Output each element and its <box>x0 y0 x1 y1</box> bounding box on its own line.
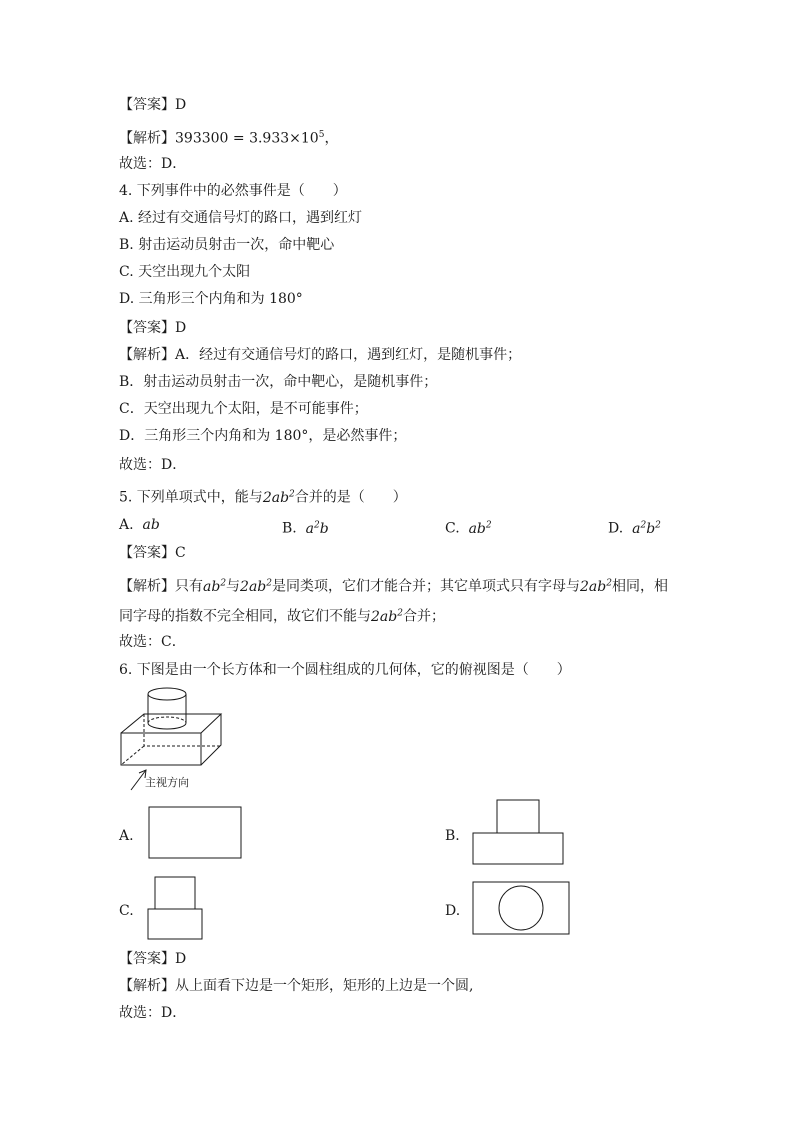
q3-answer: D <box>175 97 187 113</box>
q5-solution-line-2: 同字母的指数不完全相同，故它们不能与$2ab^2$合并； <box>119 608 445 625</box>
q5-answer: C <box>175 545 186 561</box>
q6-stem: 6. 下图是由一个长方体和一个圆柱组成的几何体，它的俯视图是（ ） <box>119 662 571 678</box>
solution-label: 【解析】 <box>119 978 175 994</box>
q3-conclusion: 故选：D． <box>119 156 187 172</box>
q4-conclusion: 故选：D． <box>119 457 187 473</box>
q6-answer-line <box>119 949 186 969</box>
q4-solution-line-3: C．天空出现九个太阳，是不可能事件； <box>119 401 368 417</box>
q3-answer-line <box>119 95 186 115</box>
q4-solution-line-4: D．三角形三个内角和为 180°，是必然事件； <box>119 428 407 444</box>
q5-option-b: B. $a^2b$ <box>282 520 329 537</box>
answer-label: 【答案】 <box>119 320 175 336</box>
q3-solution-line <box>119 125 338 149</box>
q4-stem: 4. 下列事件中的必然事件是（ ） <box>119 183 347 199</box>
q5-conclusion: 故选：C． <box>119 634 186 650</box>
q5-stem: 5. 下列单项式中，能与$2ab^2$合并的是（ ） <box>119 489 407 506</box>
q5-option-c: C. $ab^2$ <box>445 520 492 537</box>
math-2ab2: $2ab^2$ <box>262 489 295 506</box>
q6-answer: D <box>175 951 187 967</box>
q6-option-a-figure <box>148 806 244 860</box>
q5-option-a: A. ab <box>119 517 160 533</box>
q3-solution-exponent: 5 <box>318 130 325 140</box>
q4-option-c: C. 天空出现九个太阳 <box>119 264 251 280</box>
q4-answer: D <box>175 320 187 336</box>
q4-solution-line-1: 【解析】A．经过有交通信号灯的路口，遇到红灯，是随机事件； <box>119 347 522 363</box>
q3-solution-tail: ， <box>324 130 339 147</box>
q6-option-d-label: D. <box>445 903 461 919</box>
answer-label: 【答案】 <box>119 951 175 967</box>
answer-label: 【答案】 <box>119 97 175 113</box>
q5-answer-line <box>119 543 186 563</box>
q4-option-a: A. 经过有交通信号灯的路口，遇到红灯 <box>119 210 363 226</box>
q6-option-c-label: C. <box>119 903 134 919</box>
q4-solution-line-2: B．射击运动员射击一次，命中靶心，是随机事件； <box>119 374 438 390</box>
q6-option-c-figure <box>147 876 205 942</box>
q6-option-d-figure <box>472 881 572 937</box>
q6-view-direction-caption: 主视方向 <box>145 776 189 789</box>
q6-option-b-label: B. <box>445 828 460 844</box>
q4-option-d: D. 三角形三个内角和为 180° <box>119 291 303 307</box>
q6-option-b-figure <box>472 799 566 867</box>
q6-solution-line: 【解析】从上面看下边是一个矩形，矩形的上边是一个圆, <box>119 978 474 994</box>
q4-answer-line <box>119 318 186 338</box>
q5-solution-line-1: 【解析】只有$ab^2$与$2ab^2$是同类项，它们才能合并；其它单项式只有字母与$2ab^2$相同，相 <box>119 578 668 595</box>
answer-label: 【答案】 <box>119 545 175 561</box>
solution-label: 【解析】 <box>119 130 175 147</box>
q6-conclusion: 故选：D． <box>119 1005 187 1021</box>
solution-label: 【解析】 <box>119 578 175 595</box>
q3-solution-expr: 393300 = 3.933×10 <box>175 130 319 147</box>
q5-option-d: D. $a^2b^2$ <box>608 520 661 537</box>
q6-option-a-label: A. <box>119 828 134 844</box>
solution-label: 【解析】 <box>119 347 175 363</box>
q4-option-b: B. 射击运动员射击一次，命中靶心 <box>119 237 335 253</box>
